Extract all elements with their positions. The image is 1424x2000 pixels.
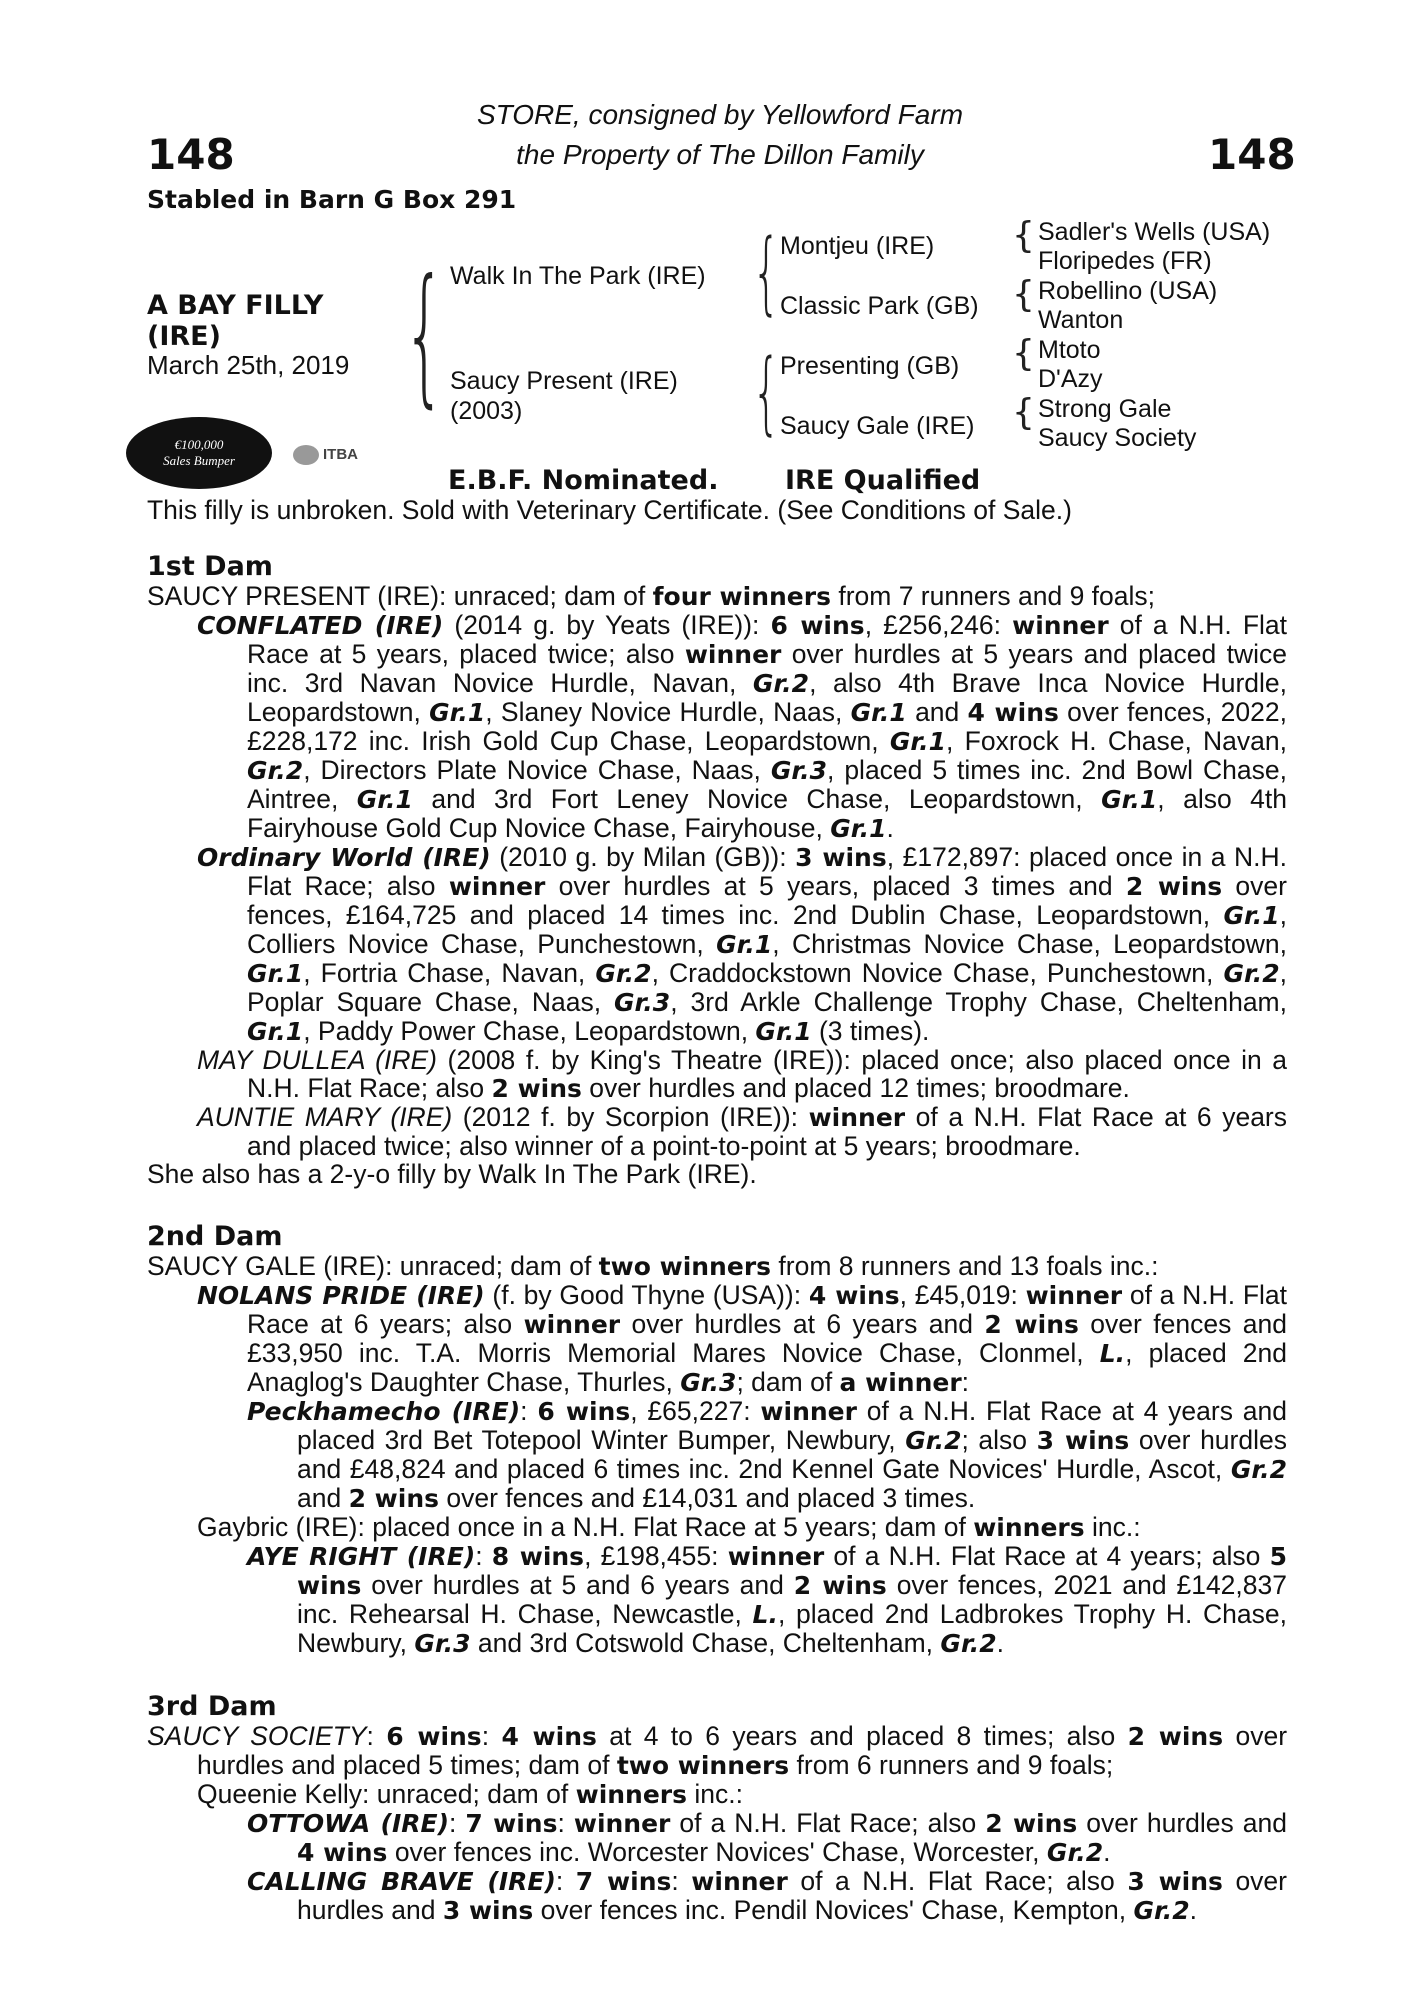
ebf-nominated: E.B.F. Nominated. [448,465,719,496]
lot-number-left: 148 [147,130,235,179]
third-dam-heading: 3rd Dam [147,1691,277,1722]
itba-icon [293,445,319,465]
granddam-3: Robellino (USA) [1038,277,1218,305]
property-line: the Property of The Dillon Family [516,139,924,170]
produce-gaybric: Gaybric (IRE): placed once in a N.H. Flat Race at 5 years; dam of winners inc.: [197,1512,1141,1542]
consignor-header [460,95,980,175]
granddam-6: D'Azy [1038,365,1103,393]
sire-dam: Classic Park (GB) [780,292,979,320]
sire: Walk In The Park (IRE) [450,262,706,290]
granddam-8: Saucy Society [1038,424,1197,452]
granddam-4: Wanton [1038,306,1124,334]
foaling-date: March 25th, 2019 [147,350,350,380]
produce-ottowa: OTTOWA (IRE): 7 wins: winner of a N.H. Flat Race; also 2 wins over hurdles and 4 wins over fences inc. Worcester Novices' Chase, Worcester, Gr.2. [247,1808,1287,1867]
sire-sire: Montjeu (IRE) [780,232,935,260]
first-dam-also: She also has a 2-y-o filly by Walk In The Park (IRE). [147,1159,757,1189]
granddam-1: Sadler's Wells (USA) [1038,218,1271,246]
pedigree-brace-dam: { [752,340,781,445]
produce-nolans-pride: NOLANS PRIDE (IRE) (f. by Good Thyne (USA)): 4 wins, £45,019: winner of a N.H. Flat Race at 6 years; also winner over hurdles at 6 years and 2 wins over fences and £33,950 inc. T.A. Morris Memorial Mares Novice Chase, Clonmel, L., placed 2nd Anaglog's Daughter Chase, Thurles, Gr.3; dam of a winner: [197,1280,1287,1397]
pedigree-brace-main: { [403,248,446,422]
produce-queenie-kelly: Queenie Kelly: unraced; dam of winners inc.: [197,1779,743,1809]
produce-may-dullea: MAY DULLEA (IRE) (2008 f. by King's Theatre (IRE)): placed once; also placed once in a N.H. Flat Race; also 2 wins over hurdles and placed 12 times; broodmare. [197,1045,1287,1103]
produce-calling-brave: CALLING BRAVE (IRE): 7 wins: winner of a N.H. Flat Race; also 3 wins over hurdles and 3 wins over fences inc. Pendil Novices' Chase, Kempton, Gr.2. [247,1866,1287,1925]
produce-peckhamecho: Peckhamecho (IRE): 6 wins, £65,227: winner of a N.H. Flat Race at 4 years and placed 3rd Bet Totepool Winter Bumper, Newbury, Gr.2; also 3 wins over hurdles and £48,824 and placed 6 times inc. 2nd Kennel Gate Novices' Hurdle, Ascot, Gr.2 and 2 wins over fences and £14,031 and placed 3 times. [247,1396,1288,1513]
sales-bumper-logo [126,417,272,489]
bumper-label: Sales Bumper [163,453,235,468]
horse-name-line2: (IRE) [147,321,221,352]
produce-auntie-mary: AUNTIE MARY (IRE) (2012 f. by Scorpion (IRE)): winner of a N.H. Flat Race at 6 years and placed twice; also winner of a point-to-point at 5 years; broodmare. [197,1102,1288,1161]
produce-conflated: CONFLATED (IRE) (2014 g. by Yeats (IRE)): 6 wins, £256,246: winner of a N.H. Flat Race at 5 years, placed twice; also winner over hurdles at 5 years and placed twice inc. 3rd Navan Novice Hurdle, Navan, Gr.2, also 4th Brave Inca Novice Hurdle, Leopardstown, Gr.1, Slaney Novice Hurdle, Naas, Gr.1 and 4 wins over fences, 2022, £228,172 inc. Irish Gold Cup Chase, Leopardstown, Gr.1, Foxrock H. Chase, Navan, Gr.2, Directors Plate Novice Chase, Naas, Gr.3, placed 5 times inc. 2nd Bowl Chase, Aintree, Gr.1 and 3rd Fort Leney Novice Chase, Leopardstown, Gr.1, also 4th Fairyhouse Gold Cup Novice Chase, Fairyhouse, Gr.1. [197,610,1288,843]
dam-dam: Saucy Gale (IRE) [780,412,975,440]
itba-logo [293,445,358,465]
ire-qualified: IRE Qualified [785,465,981,496]
horse-name [147,290,323,352]
first-dam-heading: 1st Dam [147,551,273,582]
third-dam-summary: SAUCY SOCIETY: 6 wins: 4 wins at 4 to 6 years and placed 8 times; also 2 wins over hurdles and placed 5 times; dam of two winners from 6 runners and 9 foals; [147,1721,1288,1780]
granddam-7: Strong Gale [1038,395,1172,423]
dam-year: (2003) [450,397,523,425]
catalogue-body [147,518,1287,1925]
brace-g56: { [1012,333,1035,374]
horse-name-line1: A BAY FILLY [147,290,324,321]
sale-note: This filly is unbroken. Sold with Veterinary Certificate. (See Conditions of Sale.) [147,495,1072,525]
brace-g78: { [1012,392,1035,433]
granddam-2: Floripedes (FR) [1038,247,1212,275]
second-dam-summary: SAUCY GALE (IRE): unraced; dam of two winners from 8 runners and 13 foals inc.: [147,1251,1159,1281]
dam-sire: Presenting (GB) [780,352,960,380]
bumper-amount: €100,000 [174,437,224,452]
itba-label: ITBA [323,445,358,463]
produce-aye-right: AYE RIGHT (IRE): 8 wins, £198,455: winner of a N.H. Flat Race at 4 years; also 5 wins over hurdles at 5 and 6 years and 2 wins over fences, 2021 and £142,837 inc. Rehearsal H. Chase, Newcastle, L., placed 2nd Ladbrokes Trophy H. Chase, Newbury, Gr.3 and 3rd Cotswold Chase, Cheltenham, Gr.2. [247,1541,1288,1658]
pedigree-brace-sire: { [752,220,781,325]
stabled-location: Stabled in Barn G Box 291 [147,185,517,214]
granddam-5: Mtoto [1038,336,1101,364]
dam: Saucy Present (IRE) [450,367,678,395]
lot-number-right: 148 [1208,130,1296,179]
second-dam-heading: 2nd Dam [147,1221,283,1252]
brace-g12: { [1012,215,1035,256]
consignor-line: STORE, consigned by Yellowford Farm [476,99,964,130]
brace-g34: { [1012,274,1035,315]
produce-ordinary-world: Ordinary World (IRE) (2010 g. by Milan (GB)): 3 wins, £172,897: placed once in a N.H. Flat Race; also winner over hurdles at 5 years, placed 3 times and 2 wins over fences, £164,725 and placed 14 times inc. 2nd Dublin Chase, Leopardstown, Gr.1, Colliers Novice Chase, Punchestown, Gr.1, Christmas Novice Chase, Leopardstown, Gr.1, Fortria Chase, Navan, Gr.2, Craddockstown Novice Chase, Punchestown, Gr.2, Poplar Square Chase, Naas, Gr.3, 3rd Arkle Challenge Trophy Chase, Cheltenham, Gr.1, Paddy Power Chase, Leopardstown, Gr.1 (3 times). [197,842,1287,1046]
first-dam-summary: SAUCY PRESENT (IRE): unraced; dam of four winners from 7 runners and 9 foals; [147,581,1156,611]
